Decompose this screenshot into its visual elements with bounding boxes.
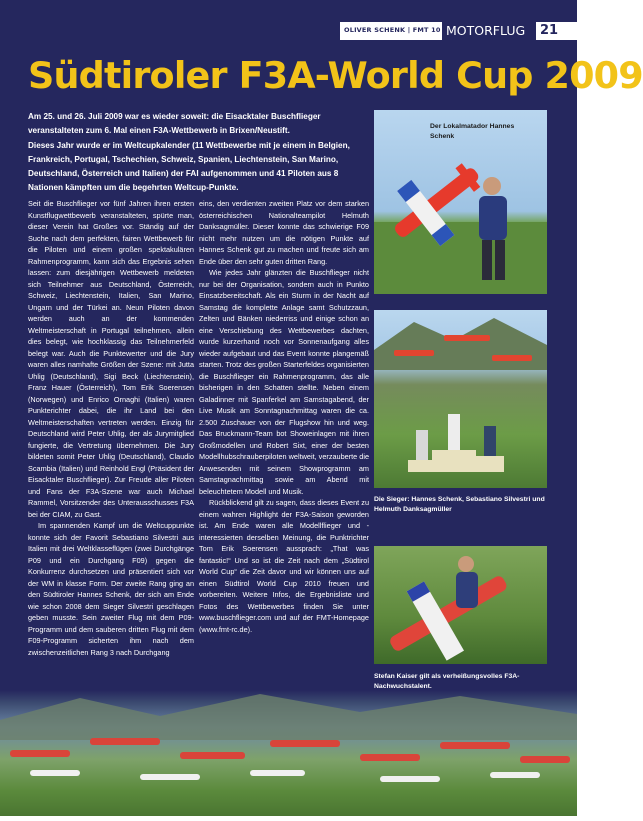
photo-illustration [374,310,547,488]
author-issue: OLIVER SCHENK | FMT 10 | 09 [344,26,458,34]
body-paragraph: Wie jedes Jahr glänzten die Buschflieger nicht nur bei der Organisation, sondern auch in Punkto Einsatzbereitschaft. Als ein Sturm in der Nacht auf Samstag die komplette Anlage samt Schutzzaun, Zelten und Bänken niederriss und einige schon an eine Verschiebung des Wettbewerbes dachten, wurde kurzerhand noch vor Sonnenaufgang alles wieder aufgebaut und das Event konnte plangemäß starten. Trotz des großen Starterfeldes organisierten die Buschflieger ein Rahmenprogramm, das alle bisherigen in den Schatten stellte. Neben einem Galadinner mit Spanferkel am Samstagabend, der Live Musik am Sonntagnachmittag waren die ca. 2.500 Zuschauer von der Flugshow hin und weg. Das Bruckmann-Team bot Showeinlagen mit ihren Großmodellen und Robert Sixt, einer der besten Modellhubschrauberpiloten weltweit, verzauberte die Anwesenden mit seinem Showprogramm am Samstagnachmittag sowie am Abend mit beleuchtetem Modell und Musik. [199,268,369,496]
section-label: MOTORFLUG [446,23,526,38]
photo-illustration [374,546,547,664]
photo3-caption: Stefan Kaiser gilt als verheißungsvolles F3A-Nachwuchstalent. [374,673,520,690]
article-title: Südtiroler F3A-World Cup 2009 [28,54,643,97]
article-intro [28,110,368,196]
intro-paragraph: Am 25. und 26. Juli 2009 war es wieder soweit: die Eisacktaler Buschflieger veranstalteten zum 6. Mal einen F3A-Wettbewerb in Brixen/Neustift. [28,112,321,136]
body-paragraph: Seit die Buschflieger vor fünf Jahren ihren ersten Kunstflugwettbewerb veranstalteten, spürte man, dieser Verein hat Großes vor. Ständig auf der Suche nach dem perfekten, fairen Wettbewerb für die Piloten und einem großen spektakulären Rahmenprogramm, kann sich das Ergebnis sehen lassen: zum diesjährigen Wettbewerb meldeten sich Teilnehmer aus Deutschland, Österreich, Schweiz, Liechtenstein, Italien, San Marino, Ungarn und der Türkei an. Neun Piloten davon werden auch an der kommenden Weltmeisterschaft in Portugal teilnehmen, allein dies belegt, wie hochklassig das Teilnehmerfeld belegt war. Auch die Punktewerter und die Jury waren alles namhafte Größen der Szene: mit Jutta Uhlig (Deutschland), Sigi Beck (Liechtenstein), Franz Hauer (Österreich), Tom Erik Soerensen (Norwegen) und Enrico Ornaghi (Italien) waren Punkterichter dabei, die ihr Land bei den Weltmeisterschaften vertreten werden. Einzig für Deutschland wird Peter Uhlig, der als Jurymitglied fungierte, die Vertretung übernehmen. Die Jury bildeten somit Peter Uhlig (Deutschland), Claudio Scambia (Italien) und Reinhold Engl (Präsident der Eisacktaler Buschflieger). Zur Freude aller Piloten und Fans der F3A-Szene war auch Michael Rammel, Vorsitzender des Unterausschusses F3A bei der CIAM, zu Gast. [28,199,194,519]
group-photo-participants [0,690,577,816]
photo-podium-winners [374,310,547,488]
body-paragraph: Im spannenden Kampf um die Weltcuppunkte konnte sich der Favorit Sebastiano Silvestri aus Italien mit drei Weltklasseflügen (zwei Durchgänge P09 und ein Durchgang F09) gegen die Konkurrenz durchsetzen und präsentiert sich vor der WM in klasse Form. Der zweite Rang ging an den Südtiroler Hannes Schenk, der sich am Ende wie schon 2008 dem Sieger Silvestri geschlagen geben musste. Sein zweiter Flug mit dem P09-Programm und dem sauberen dritten Flug mit dem F09-Programm sicherten ihm nach dem zwischenzeitlichen Rang 3 nach Durchgang [28,521,194,657]
photo-illustration [0,690,577,816]
article-column-2 [199,198,369,635]
photo2-caption: Die Sieger: Hannes Schenk, Sebastiano Silvestri und Helmuth Danksagmüller [374,496,545,513]
photo1-caption: Der Lokalmatador Hannes Schenk [430,123,515,140]
page-header [0,0,577,46]
body-paragraph: eins, den verdienten zweiten Platz vor dem starken österreichischen Nationalteampilot Helmuth Danksagmüller. Dieser konnte das schwierige F09 nicht mehr nutzen um die nötigen Punkte auf Hannes Schenk gut zu machen und freute sich am Ende über den sehr guten dritten Rang. [199,199,369,266]
body-paragraph: Rückblickend gilt zu sagen, dass dieses Event zu einem wahren Highlight der F3A-Saison geworden ist. Am Ende waren alle Modellflieger und -interessierten derselben Meinung, die Punktrichter Tom Erik Soerensen aussprach: „That was fantastic!“ Und so ist die Zeit nach dem „Südtirol World Cup“ die Zeit davor und wir können uns auf einen Südtirol World Cup 2010 freuen und vorbereiten. Weitere Infos, die Ergebnisliste und Fotos des Wettbewerbes finden Sie unter www.buschflieger.com und auf der FMT-Homepage (www.fmt-rc.de). [199,498,369,634]
intro-paragraph: Dieses Jahr wurde er im Weltcupkalender (11 Wettbewerbe mit je einem in Belgien, Frankreich, Portugal, Tschechien, Schweiz, Spanien, Liechtenstein, San Marino, Deutschland, Österreich und Italien) der FAI aufgenommen und 41 Piloten aus 8 Nationen kämpften um die begehrten Weltcup-Punkte. [28,140,350,193]
page-number: 21 [540,23,559,38]
article-column-1 [28,198,194,658]
photo-stefan-kaiser [374,546,547,664]
